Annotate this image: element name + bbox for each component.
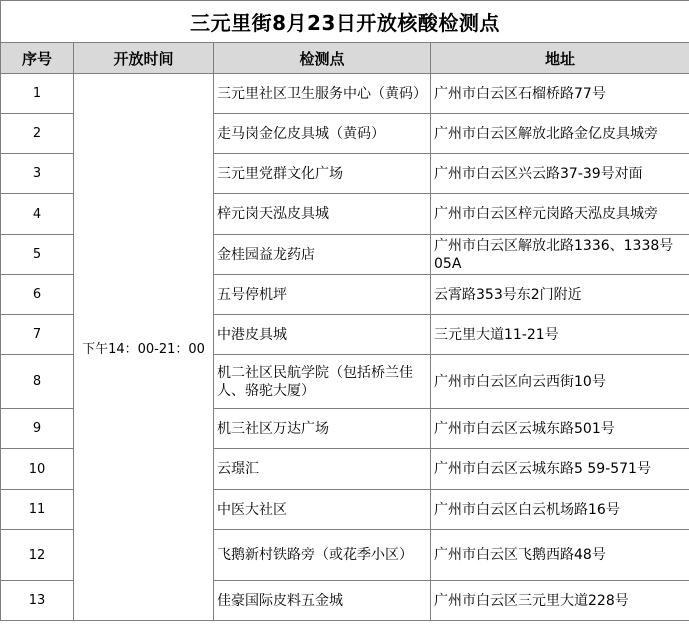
row-address: 广州市白云区解放北路1336、1338号05A [431, 235, 689, 275]
row-site: 走马岗金亿皮具城（黄码） [214, 114, 431, 154]
row-address: 三元里大道11-21号 [431, 315, 689, 355]
row-site: 五号停机坪 [214, 275, 431, 315]
row-seq: 1 [1, 74, 74, 114]
row-address: 广州市白云区梓元岗路天泓皮具城旁 [431, 194, 689, 235]
row-address: 云霄路353号东2门附近 [431, 275, 689, 315]
row-seq: 6 [1, 275, 74, 315]
row-address: 广州市白云区向云西街10号 [431, 355, 689, 409]
row-site: 机三社区万达广场 [214, 409, 431, 449]
row-address: 广州市白云区解放北路金亿皮具城旁 [431, 114, 689, 154]
row-site: 中港皮具城 [214, 315, 431, 355]
row-site: 佳豪国际皮料五金城 [214, 581, 431, 621]
row-seq: 12 [1, 530, 74, 581]
row-seq: 3 [1, 154, 74, 194]
row-site: 中医大社区 [214, 490, 431, 530]
row-address: 广州市白云区兴云路37-39号对面 [431, 154, 689, 194]
column-header-site: 检测点 [214, 43, 431, 74]
row-site: 梓元岗天泓皮具城 [214, 194, 431, 235]
row-seq: 2 [1, 114, 74, 154]
table-row [1, 74, 689, 114]
row-address: 广州市白云区飞鹅西路48号 [431, 530, 689, 581]
row-address: 广州市白云区白云机场路16号 [431, 490, 689, 530]
row-address: 广州市白云区云城东路5 59-571号 [431, 449, 689, 490]
row-address: 广州市白云区三元里大道228号 [431, 581, 689, 621]
row-site: 云璟汇 [214, 449, 431, 490]
row-site: 三元里党群文化广场 [214, 154, 431, 194]
row-address: 广州市白云区云城东路501号 [431, 409, 689, 449]
table-header [1, 43, 689, 74]
row-seq: 5 [1, 235, 74, 275]
row-site: 金桂园益龙药店 [214, 235, 431, 275]
row-seq: 11 [1, 490, 74, 530]
row-site: 机二社区民航学院（包括桥兰佳人、骆驼大厦） [214, 355, 431, 409]
row-seq: 9 [1, 409, 74, 449]
row-seq: 13 [1, 581, 74, 621]
row-seq: 10 [1, 449, 74, 490]
row-address: 广州市白云区石榴桥路77号 [431, 74, 689, 114]
row-seq: 7 [1, 315, 74, 355]
row-seq: 8 [1, 355, 74, 409]
column-header-address: 地址 [431, 43, 689, 74]
row-site: 三元里社区卫生服务中心（黄码） [214, 74, 431, 114]
page-title: 三元里街8月23日开放核酸检测点 [1, 1, 689, 43]
row-site: 飞鹅新村铁路旁（或花季小区） [214, 530, 431, 581]
open-time-cell: 下午14：00-21：00 [74, 74, 214, 621]
column-header-seq: 序号 [1, 43, 74, 74]
row-seq: 4 [1, 194, 74, 235]
column-header-time: 开放时间 [74, 43, 214, 74]
